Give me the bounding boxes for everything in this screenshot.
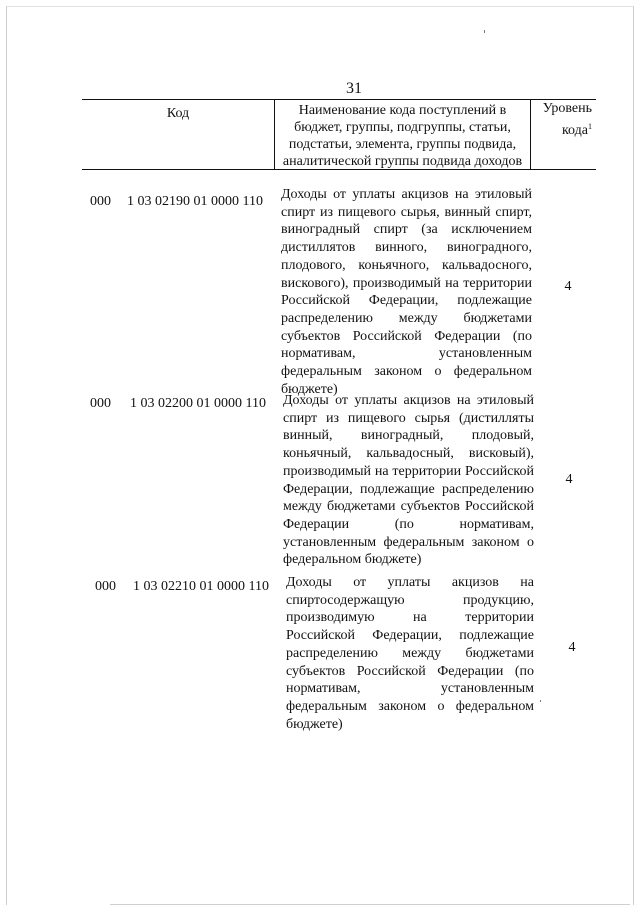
- revenue-name: Доходы от уплаты акцизов на этиловый спирт из пищевого сырья (дистилляты винный, виноградный, плодовый, коньячный, кальвадосный, висковый), производимый на территории Российской Федерации, подлежащие распределению между бюджетами субъектов Российской Федерации (по нормативам, установленным федеральным законом о федеральном бюджете): [283, 393, 534, 568]
- header-name: Наименование кода поступлений в бюджет, группы, подгруппы, статьи, подстатьи, элемента, группы подвида, аналитической группы подвида доходов: [275, 100, 531, 169]
- header-level-text: Уровень кода: [542, 101, 592, 138]
- revenue-code: 1 03 02200 01 0000 110: [130, 396, 266, 411]
- scan-speck: [540, 700, 541, 702]
- code-level: 4: [564, 279, 572, 294]
- header-level: [531, 100, 596, 169]
- page-number: 31: [346, 80, 362, 97]
- revenue-name: Доходы от уплаты акцизов на этиловый спирт из пищевого сырья, винный спирт, виноградный спирт (за исключением дистиллятов винного, виноградного, плодового, коньячного, кальвадосного, вискового), производимый на территории Российской Федерации, подлежащие распределению между бюджетами субъектов Российской Федерации (по нормативам, установленным федеральным законом о федеральном бюджете): [281, 187, 532, 397]
- scan-speck: [484, 30, 485, 33]
- code-level: 4: [565, 472, 573, 487]
- admin-code: 000: [90, 396, 111, 411]
- admin-code: 000: [95, 579, 116, 594]
- revenue-code: 1 03 02210 01 0000 110: [133, 579, 269, 594]
- revenue-name: Доходы от уплаты акцизов на спиртосодержащую продукцию, производимую на территории Российской Федерации, подлежащие распределению между бюджетами субъектов Российской Федерации (по нормативам, установленным федеральным законом о федеральном бюджете): [286, 575, 534, 732]
- admin-code: 000: [90, 194, 111, 209]
- code-level: 4: [568, 640, 576, 655]
- revenue-code: 1 03 02190 01 0000 110: [127, 194, 263, 209]
- table-header: [82, 99, 596, 170]
- header-code: Код: [82, 100, 275, 169]
- page-bottom-edge: [110, 904, 630, 905]
- header-level-footnote: 1: [588, 122, 592, 131]
